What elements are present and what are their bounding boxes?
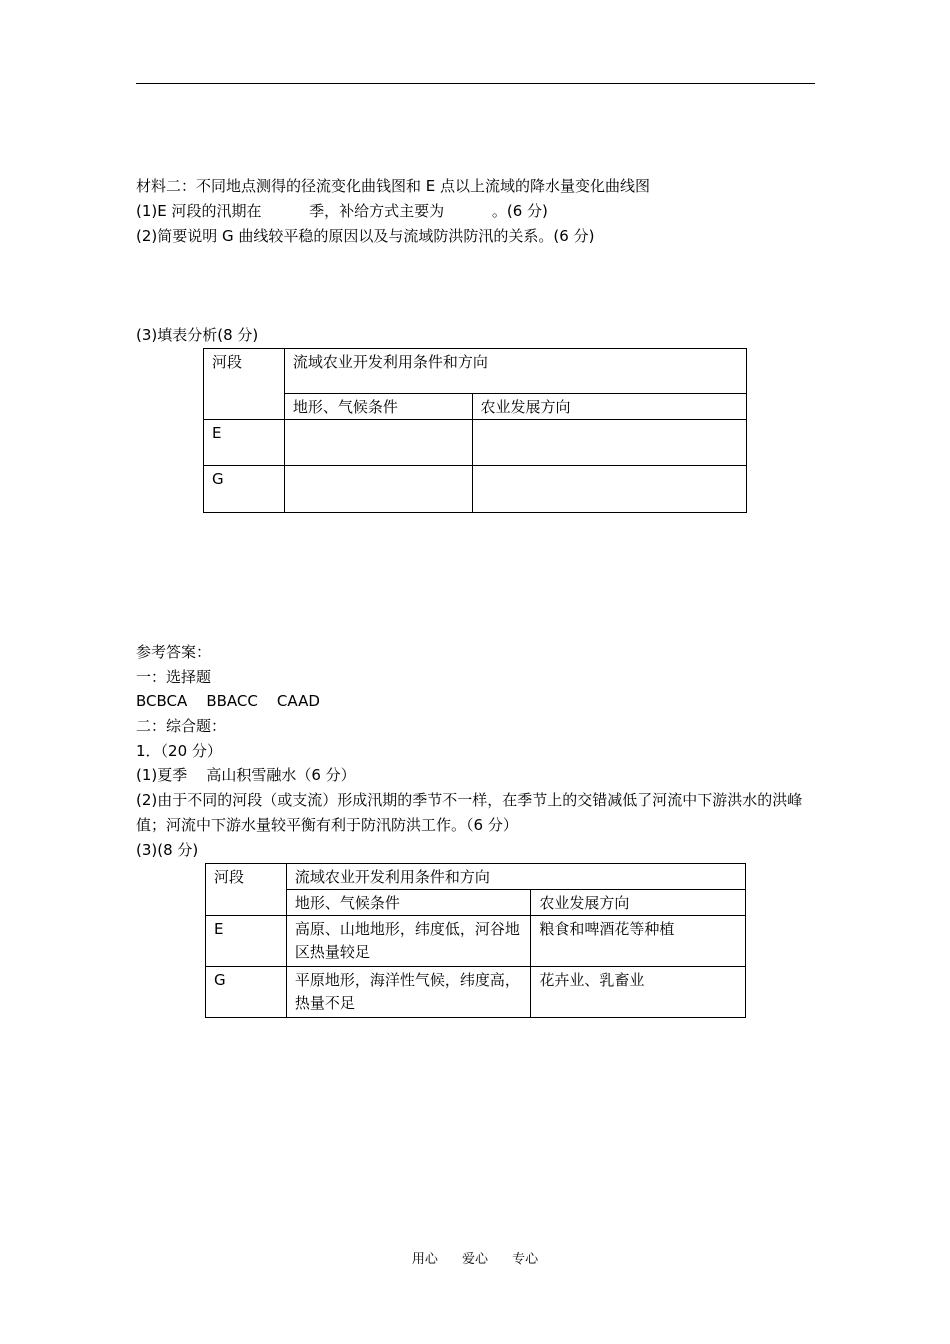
answers-part-1: 一：选择题 bbox=[136, 668, 212, 686]
question-3: (3)填表分析(8 分) bbox=[136, 326, 259, 344]
table-row bbox=[206, 967, 746, 1018]
table1-header-conditions: 地形、气候条件 bbox=[284, 394, 472, 420]
table2-conditions-cell: 平原地形，海洋性气候，纬度高，热量不足 bbox=[286, 967, 531, 1018]
page-footer: 用心 爱心 专心 bbox=[411, 1252, 539, 1267]
table1-direction-cell bbox=[472, 420, 746, 466]
answer-3: (3)(8 分) bbox=[136, 841, 199, 859]
table2-direction-cell: 粮食和啤酒花等种植 bbox=[531, 916, 746, 967]
header-rule bbox=[136, 83, 815, 84]
table1-header-river: 河段 bbox=[204, 349, 285, 420]
table1-conditions-cell bbox=[284, 466, 472, 513]
material-two-caption: 材料二：不同地点测得的径流变化曲钱图和 E 点以上流域的降水量变化曲线图 bbox=[136, 177, 651, 195]
table2-header-group: 流域农业开发利用条件和方向 bbox=[286, 864, 745, 890]
answer-analysis-table bbox=[205, 863, 746, 1018]
answers-part-2: 二：综合题： bbox=[136, 717, 227, 735]
blank-analysis-table bbox=[203, 348, 747, 513]
table1-header-direction: 农业发展方向 bbox=[472, 394, 746, 420]
table1-conditions-cell bbox=[284, 420, 472, 466]
table2-header-river: 河段 bbox=[206, 864, 287, 916]
table-row bbox=[204, 420, 747, 466]
table1-river-cell: E bbox=[204, 420, 285, 466]
answer-2: (2)由于不同的河段（或支流）形成汛期的季节不一样，在季节上的交错减低了河流中下游洪水的洪峰值；河流中下游水量较平衡有利于防汛防洪工作。（6 分） bbox=[136, 791, 803, 834]
table2-direction-cell: 花卉业、乳畜业 bbox=[531, 967, 746, 1018]
table1-direction-cell bbox=[472, 466, 746, 513]
table2-river-cell: E bbox=[206, 916, 287, 967]
table2-river-cell: G bbox=[206, 967, 287, 1018]
table2-header-conditions: 地形、气候条件 bbox=[286, 890, 531, 916]
question-1: (1)E 河段的汛期在 季，补给方式主要为 。(6 分) bbox=[136, 202, 548, 220]
table2-conditions-cell: 高原、山地地形，纬度低，河谷地区热量较足 bbox=[286, 916, 531, 967]
question-2: (2)简要说明 G 曲线较平稳的原因以及与流域防洪防汛的关系。(6 分) bbox=[136, 227, 595, 245]
table2-header-direction: 农业发展方向 bbox=[531, 890, 746, 916]
answers-item-1: 1．（20 分） bbox=[136, 742, 222, 760]
table-row bbox=[206, 916, 746, 967]
answers-heading: 参考答案： bbox=[136, 643, 212, 661]
table1-river-cell: G bbox=[204, 466, 285, 513]
answer-1: (1)夏季 高山积雪融水（6 分） bbox=[136, 766, 356, 784]
table1-header-group: 流域农业开发利用条件和方向 bbox=[284, 349, 746, 394]
answers-choices: BCBCA BBACC CAAD bbox=[136, 692, 320, 710]
table-row bbox=[204, 466, 747, 513]
